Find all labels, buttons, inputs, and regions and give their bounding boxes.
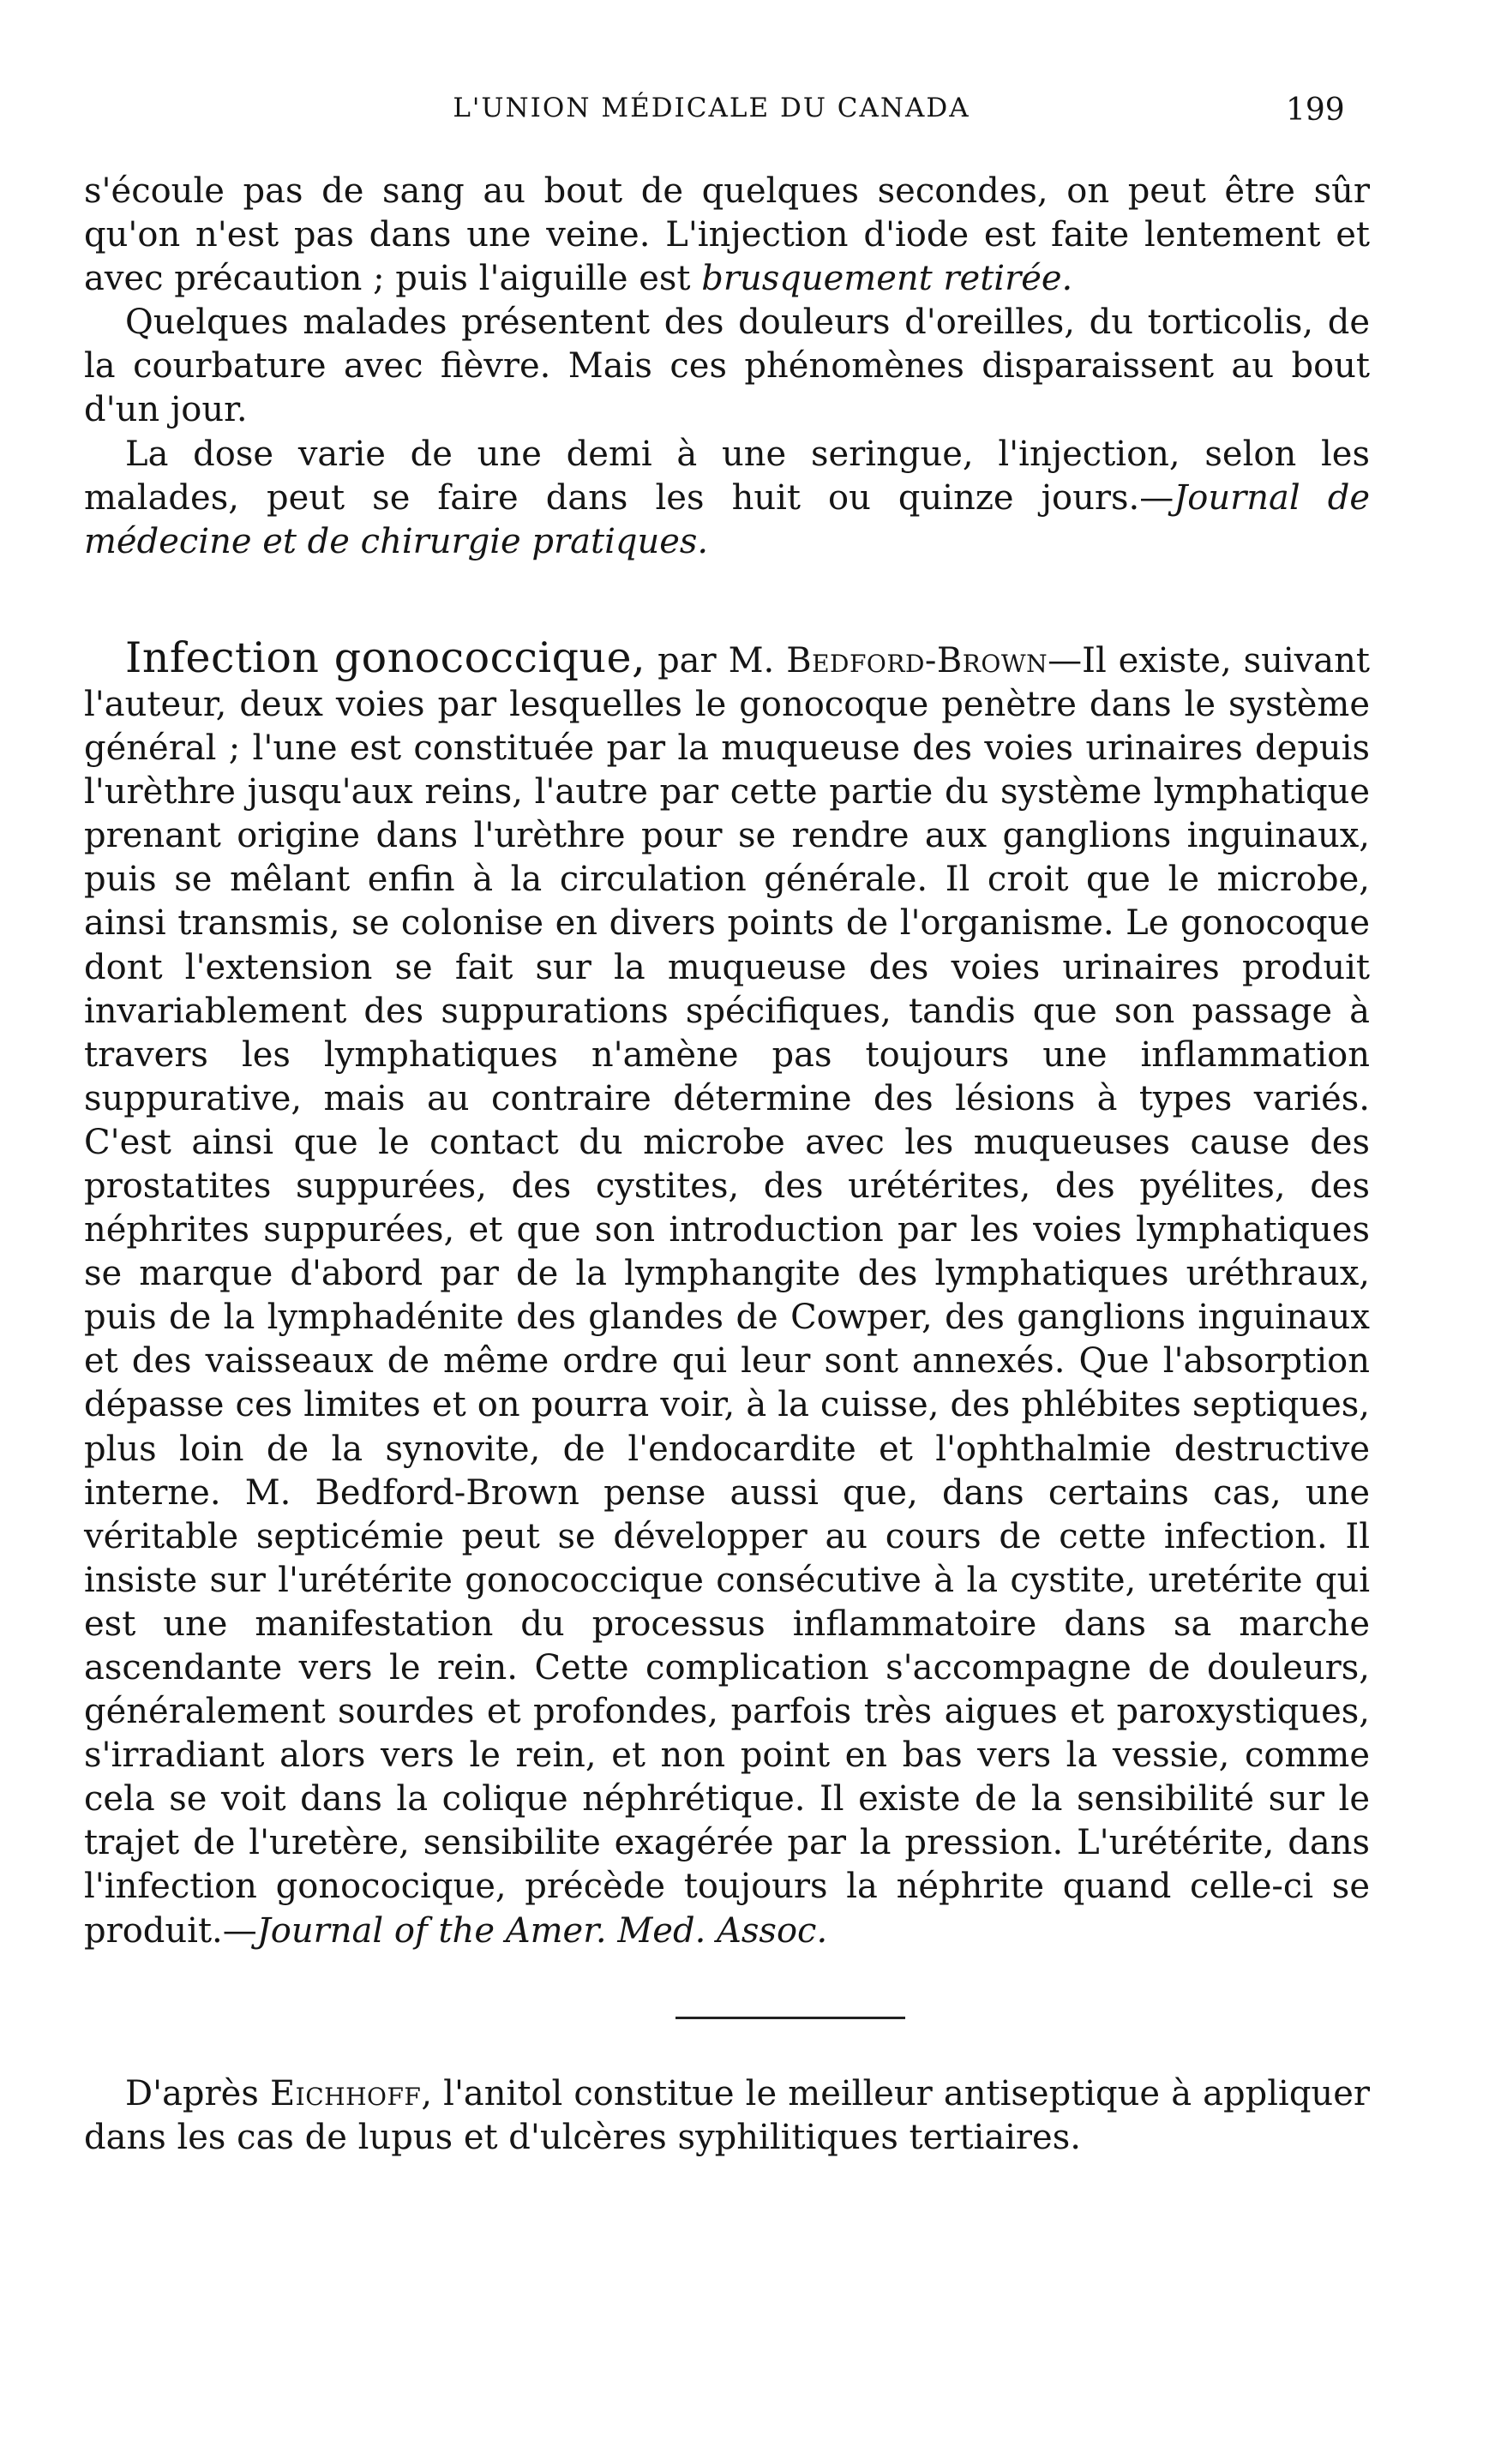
note-author: Eichhoff: [269, 2073, 422, 2113]
paragraph-text: s'écoule pas de sang au bout de quelques secondes, on peut être sûr qu'on n'est pas dans une veine. L'injection d'iode est faite lentement et avec précaution ; puis l'aiguille est: [84, 171, 1370, 299]
byline-prefix: par M.: [645, 640, 787, 680]
body-text: [84, 170, 1370, 2160]
journal-citation: Journal de médecine et de chirurgie pratiques.: [84, 477, 1370, 561]
paragraph-dosage: [84, 433, 1370, 564]
page-number: 199: [1286, 93, 1345, 128]
note-text: , l'anitol constitue le meilleur antiseptique à appliquer dans les cas de lupus et d'ulcères syphilitiques tertiaires.: [84, 2073, 1370, 2157]
note-anitol: [84, 2072, 1370, 2160]
article-heading: Infection gonococcique,: [125, 632, 646, 682]
author-name: Bedford-Brown: [786, 640, 1048, 680]
note-prefix: D'après: [125, 2073, 270, 2113]
page-header: [0, 93, 1495, 135]
article-body: —Il existe, suivant l'auteur, deux voies par lesquelles le gonocoque penètre dans le système général ; l'une est constituée par la muqueuse des voies urinaires depuis l'urèthre jusqu'aux reins, l'autre par cette partie du système lymphatique prenant origine dans l'urèthre pour se rendre aux ganglions inguinaux, puis se mêlant enfin à la circulation générale. Il croit que le microbe, ainsi transmis, se colonise en divers points de l'organisme. Le gonocoque dont l'extension se fait sur la muqueuse des voies urinaires produit invariablement des suppurations spécifiques, tandis que son passage à travers les lymphatiques n'amène pas toujours une inflammation suppurative, mais au contraire détermine des lésions à types variés. C'est ainsi que le contact du microbe avec les muqueuses cause des prostatites suppurées, des cystites, des urétérites, des pyélites, des néphrites suppurées, et que son introduction par les voies lymphatiques se marque d'abord par de la lymphangite des lymphatiques uréthraux, puis de la lymphadénite des glandes de Cowper, des ganglions inguinaux et des vaisseaux de même ordre qui leur sont annexés. Que l'absorption dépasse ces limites et on pourra voir, à la cuisse, des phlébites septiques, plus loin de la synovite, de l'endocardite et l'ophthalmie destructive interne. M. Bedford-Brown pense aussi que, dans certains cas, une véritable septicémie peut se développer au cours de cette infection. Il insiste sur l'urétérite gonococcique consécutive à la cystite, uretérite qui est une manifestation du processus inflammatoire dans sa marche ascendante vers le rein. Cette complication s'accompagne de douleurs, généralement sourdes et profondes, parfois très aigues et paroxystiques, s'irradiant alors vers le rein, et non point en bas vers la vessie, comme cela se voit dans la colique néphrétique. Il existe de la sensibilité sur le trajet de l'uretère, sensibilite exagérée par la pression. L'urétérite, dans l'infection gonococique, précède toujours la néphrite quand celle-ci se produit.—: [84, 640, 1370, 1951]
journal-citation: Journal of the Amer. Med. Assoc.: [256, 1910, 828, 1951]
paragraph-text: La dose varie de une demi à une seringue, l'injection, selon les malades, peut se faire dans les huit ou quinze jours.—: [84, 434, 1370, 518]
paragraph-side-effects: Quelques malades présentent des douleurs d'oreilles, du torticolis, de la courbature avec fièvre. Mais ces phénomènes disparaissent au bout d'un jour.: [84, 303, 1370, 430]
italic-phrase: brusquement retirée.: [701, 259, 1073, 299]
running-title: L'UNION MÉDICALE DU CANADA: [453, 93, 970, 123]
article-infection-gonococcique: [84, 632, 1370, 1953]
section-divider: [675, 2017, 905, 2019]
paragraph-continuation: [84, 170, 1370, 301]
